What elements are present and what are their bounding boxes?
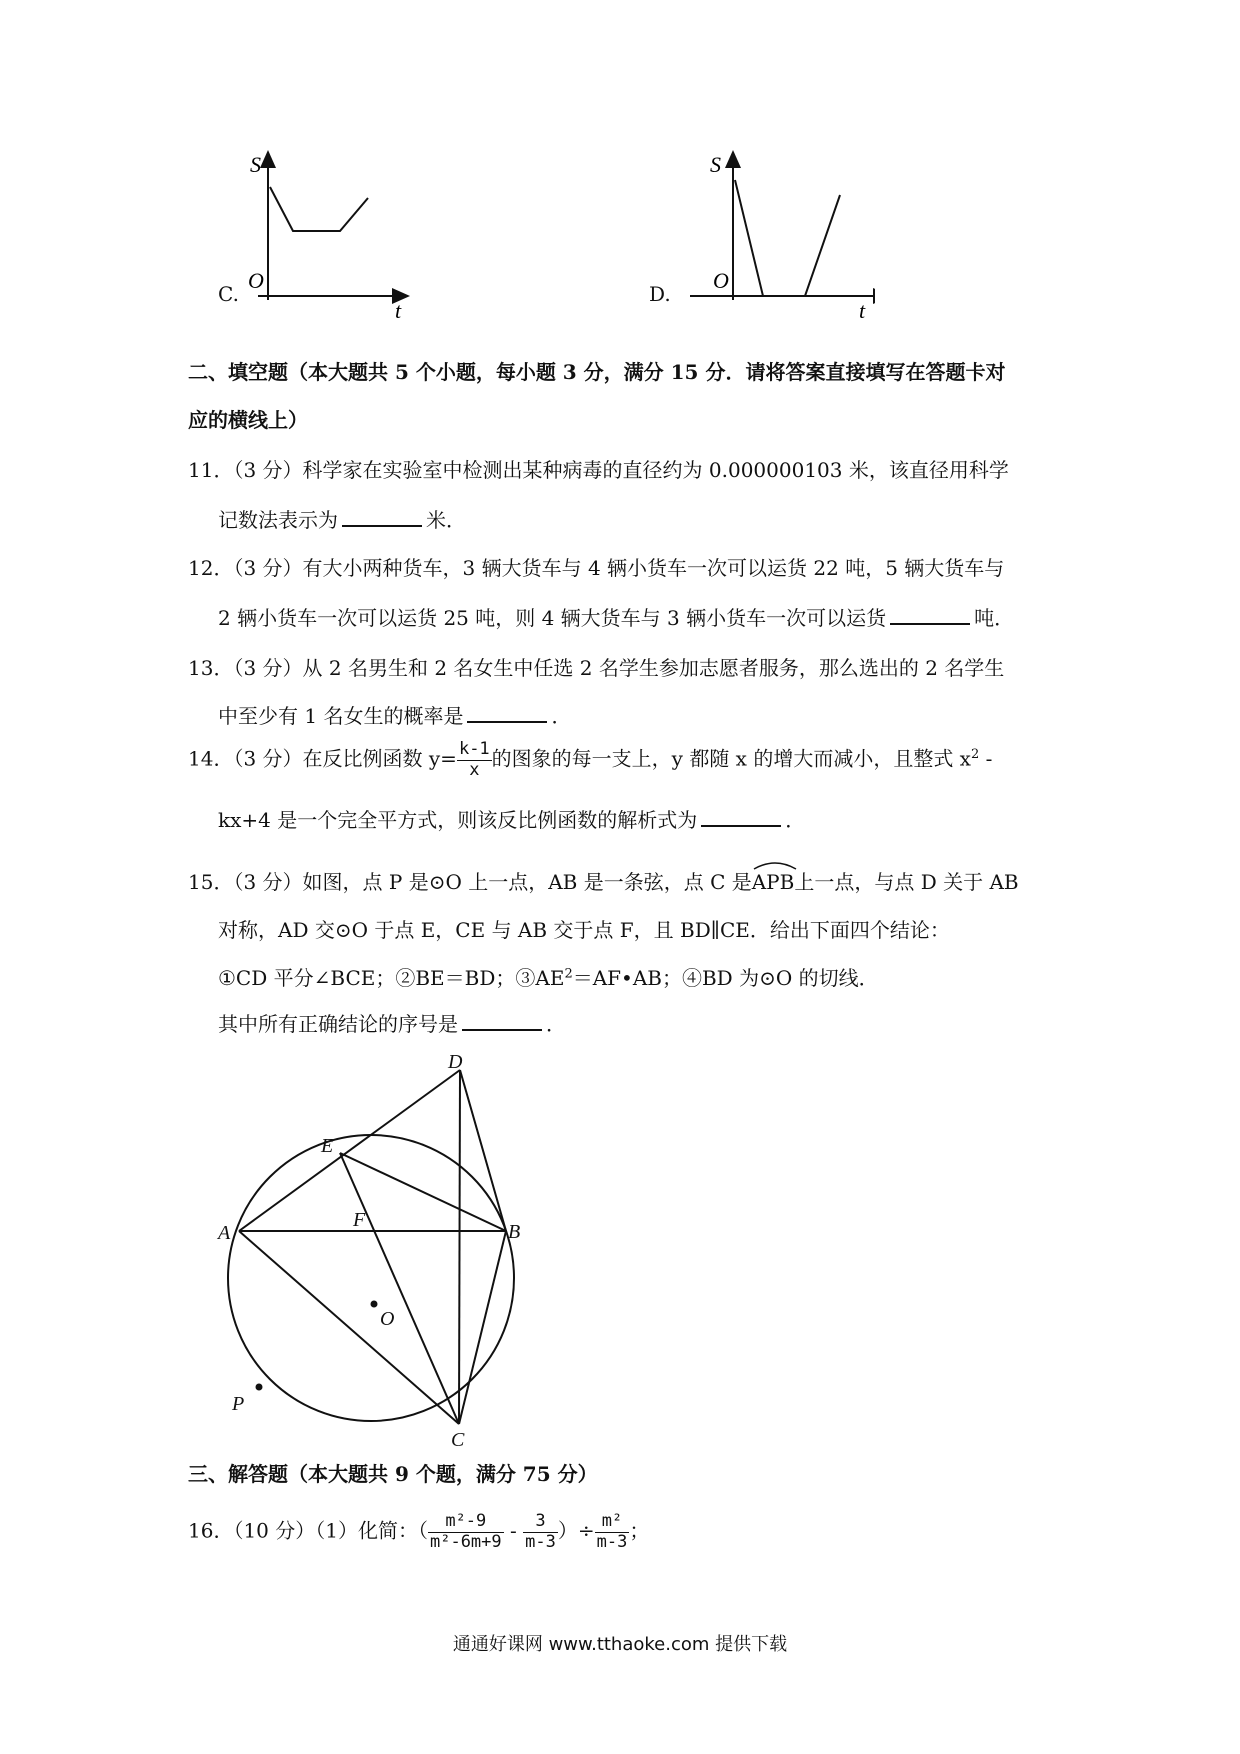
q13-text-a: 中至少有 1 名女生的概率是: [218, 704, 464, 728]
graph-d-origin: O: [713, 268, 729, 293]
q16-frac2-den: m-3: [525, 1531, 556, 1552]
line-bc: [459, 1231, 506, 1424]
q14-text-d: kx+4 是一个完全平方式，则该反比例函数的解析式为: [218, 808, 698, 832]
graph-c-y-label: S: [250, 152, 261, 177]
q16-frac-2: [523, 1512, 558, 1552]
q14-text-a: 14．（3 分）在反比例函数 y=: [188, 746, 457, 771]
q13-answer-blank: [467, 705, 547, 723]
q12-line1: 12．（3 分）有大小两种货车，3 辆大货车与 4 辆小货车一次可以运货 22 吨，5 辆大货车与: [188, 556, 1005, 580]
q16-frac1-den: m²-6m+9: [429, 1531, 502, 1552]
q16-frac-3: [595, 1512, 630, 1552]
option-d-label: D.: [649, 282, 671, 306]
q16-line1: [188, 1512, 649, 1552]
q11-text-a: 记数法表示为: [218, 508, 338, 532]
q12-line2: [218, 606, 1014, 630]
label-d: D: [448, 1051, 463, 1073]
label-c: C: [451, 1429, 465, 1450]
q12-text-b: 吨．: [974, 606, 1015, 630]
label-f: F: [353, 1209, 366, 1231]
q14-frac-num: k-1: [458, 739, 490, 759]
q14-line2: [218, 808, 805, 832]
circle-figure: [200, 1050, 560, 1450]
q15-line4: [218, 1012, 566, 1036]
q16-frac2-num: 3: [523, 1512, 558, 1533]
graph-c-origin: O: [248, 268, 264, 293]
section2-title-line2: 应的横线上）: [188, 408, 308, 432]
q12-answer-blank: [890, 607, 970, 625]
q16-frac3-num: m²: [595, 1512, 630, 1533]
q15-sup: 2: [564, 966, 573, 982]
q15-line1: [188, 866, 1019, 894]
q11-text-b: 米．: [426, 508, 466, 532]
line-ad: [239, 1070, 460, 1231]
line-ec: [340, 1153, 459, 1424]
figure-lines: [239, 1070, 506, 1424]
section2-title-line1: 二、填空题（本大题共 5 个小题，每小题 3 分，满分 15 分．请将答案直接填写在答题卡对: [188, 360, 1006, 384]
q14-fraction: [457, 740, 492, 780]
q13-line2: [218, 704, 571, 728]
q13-text-b: ．: [551, 704, 572, 728]
q14-sup: 2: [970, 746, 980, 762]
q15-text-f: ．: [546, 1012, 566, 1036]
q15-text-e: 其中所有正确结论的序号是: [218, 1012, 458, 1036]
q11-line1: 11．（3 分）科学家在实验室中检测出某种病毒的直径约为 0.000000103 米，该直径用科学: [188, 458, 1009, 482]
graph-d-curve: [735, 180, 840, 296]
q15-text-d: ＝AF•AB；④BD 为⊙O 的切线．: [572, 966, 879, 990]
q15-arc-mark: [752, 860, 798, 870]
graph-d-svg: [645, 150, 875, 320]
label-b: B: [508, 1221, 521, 1243]
section3-title: 三、解答题（本大题共 9 个题，满分 75 分）: [188, 1462, 598, 1486]
q15-text-a: 15．（3 分）如图，点 P 是⊙O 上一点，AB 是一条弦，点 C 是: [188, 870, 752, 894]
page-footer: 通通好课网 www.tthaoke.com 提供下载: [452, 1634, 788, 1655]
q15-text-c: ①CD 平分∠BCE；②BE＝BD；③AE: [218, 966, 565, 990]
option-c-label: C.: [218, 282, 239, 306]
q16-prefix: 16．（10 分）（1）化简：（: [188, 1518, 428, 1543]
line-db: [460, 1070, 506, 1231]
graph-d: [645, 150, 875, 330]
q13-line1: 13．（3 分）从 2 名男生和 2 名女生中任选 2 名学生参加志愿者服务，那么选出的 2 名学生: [188, 656, 1005, 680]
label-e: E: [321, 1135, 334, 1157]
q15-answer-blank: [462, 1013, 542, 1031]
graph-c-svg: [210, 150, 440, 320]
point-p: [256, 1384, 263, 1391]
q15-arc: [752, 866, 795, 894]
q15-text-b: 上一点，与点 D 关于 AB: [794, 870, 1019, 894]
label-o: O: [380, 1308, 395, 1330]
q11-line2: [218, 508, 466, 532]
graph-c: [210, 150, 440, 330]
graph-d-x-label: t: [859, 298, 866, 320]
q11-answer-blank: [342, 509, 422, 527]
graph-c-x-label: t: [395, 298, 402, 320]
q16-divide: ）÷: [557, 1518, 595, 1543]
line-dc: [459, 1070, 460, 1424]
q16-end: ；: [629, 1518, 650, 1543]
q16-minus: -: [510, 1518, 517, 1543]
q14-frac-den: x: [469, 759, 480, 780]
q16-frac3-den: m-3: [596, 1531, 628, 1552]
q16-frac-1: [428, 1512, 504, 1552]
q15-arc-text: APB: [751, 870, 795, 894]
q15-line3: [218, 966, 879, 990]
q12-text-a: 2 辆小货车一次可以运货 25 吨，则 4 辆大货车与 3 辆小货车一次可以运货: [218, 606, 887, 630]
q14-text-e: ．: [785, 808, 806, 832]
graph-d-y-label: S: [710, 152, 721, 177]
q16-frac1-num: m²-9: [428, 1512, 504, 1533]
line-ac: [239, 1231, 459, 1424]
label-a: A: [218, 1222, 231, 1244]
q14-text-c: -: [979, 746, 993, 771]
q14-text-b: 的图象的每一支上，y 都随 x 的增大而减小，且整式 x: [491, 746, 971, 771]
q14-answer-blank: [701, 809, 781, 827]
graph-c-curve: [270, 187, 368, 231]
label-p: P: [232, 1393, 245, 1415]
q14-line1: [188, 740, 992, 780]
point-o: [371, 1301, 378, 1308]
q15-line2: 对称，AD 交⊙O 于点 E，CE 与 AB 交于点 F，且 BD∥CE．给出下面四个结论：: [218, 918, 950, 942]
